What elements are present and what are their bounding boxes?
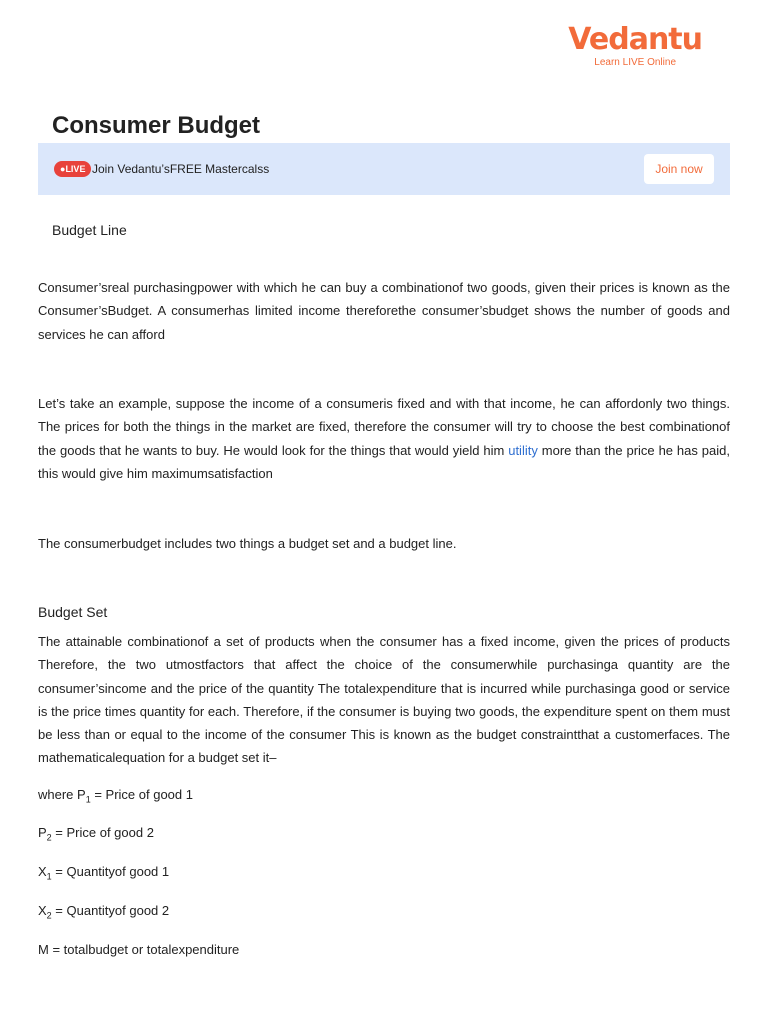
utility-link[interactable]: utility	[508, 442, 538, 458]
page-title: Consumer Budget	[52, 112, 261, 139]
logo-wordmark: Vedantu	[568, 22, 702, 57]
paragraph-budget-includes: The consumerbudget includes two things a budget set and a budget line.	[38, 536, 457, 551]
paragraph-budget-definition: Consumer’sreal purchasingpower with which he can buy a combinationof two goods, given their prices is known as the Consumer’sBudget. A consumerhas limited income thereforethe consumer’sbudget shows the number of goods and services he can afford	[38, 280, 730, 342]
join-now-button[interactable]: Join now	[644, 154, 714, 184]
paragraph-example-text: Let’s take an example, suppose the income of a consumeris fixed and with that income, he can affordonly two things. The prices for both the things in the market are fixed, therefore the consumer will try to choose the best combinationof the goods that he wants to buy. He would look for the things that would yield him	[38, 396, 730, 458]
equation-var-p1: where $P_1$ = Price of good 1	[38, 787, 193, 805]
mastercalss-banner	[38, 143, 730, 195]
live-badge: ●LIVE	[54, 161, 91, 177]
equation-var-m: M = totalbudget or totalexpenditure	[38, 942, 240, 957]
paragraph-budget-set: The attainable combinationof a set of products when the consumer has a fixed income, given the prices of products Therefore, the two utmostfactors that affect the choice of the consumerwhile purchasinga quantity are the consumer’sincome and the price of the quantity The totalexpenditure that is incurred while purchasinga good or service is the price times quantity for each. Therefore, if the consumer is buying two goods, the expenditure spent on them must be less than or equal to the income of the consumer This is known as the budget constraintthat a customerfaces. The mathematicalequation for a budget set it–	[38, 634, 730, 766]
logo-tagline: Learn LIVE Online	[594, 57, 676, 68]
budget-set-heading: Budget Set	[38, 604, 108, 620]
vedantu-logo	[568, 24, 702, 69]
equation-var-p2: $P_2$ = Price of good 2	[38, 825, 154, 843]
paragraph-example-text-end: more than the price he has paid, this would give him maximumsatisfaction	[38, 442, 730, 481]
equation-var-x1: $X_1$ = Quantityof good 1	[38, 864, 170, 882]
paragraph-example	[38, 392, 730, 485]
equation-var-x2: $X_2$ = Quantityof good 2	[38, 903, 170, 921]
banner-text: Join Vedantu’sFREE Mastercalss	[92, 162, 270, 176]
live-badge-label: LIVE	[65, 164, 86, 174]
budget-line-heading: Budget Line	[52, 222, 127, 238]
